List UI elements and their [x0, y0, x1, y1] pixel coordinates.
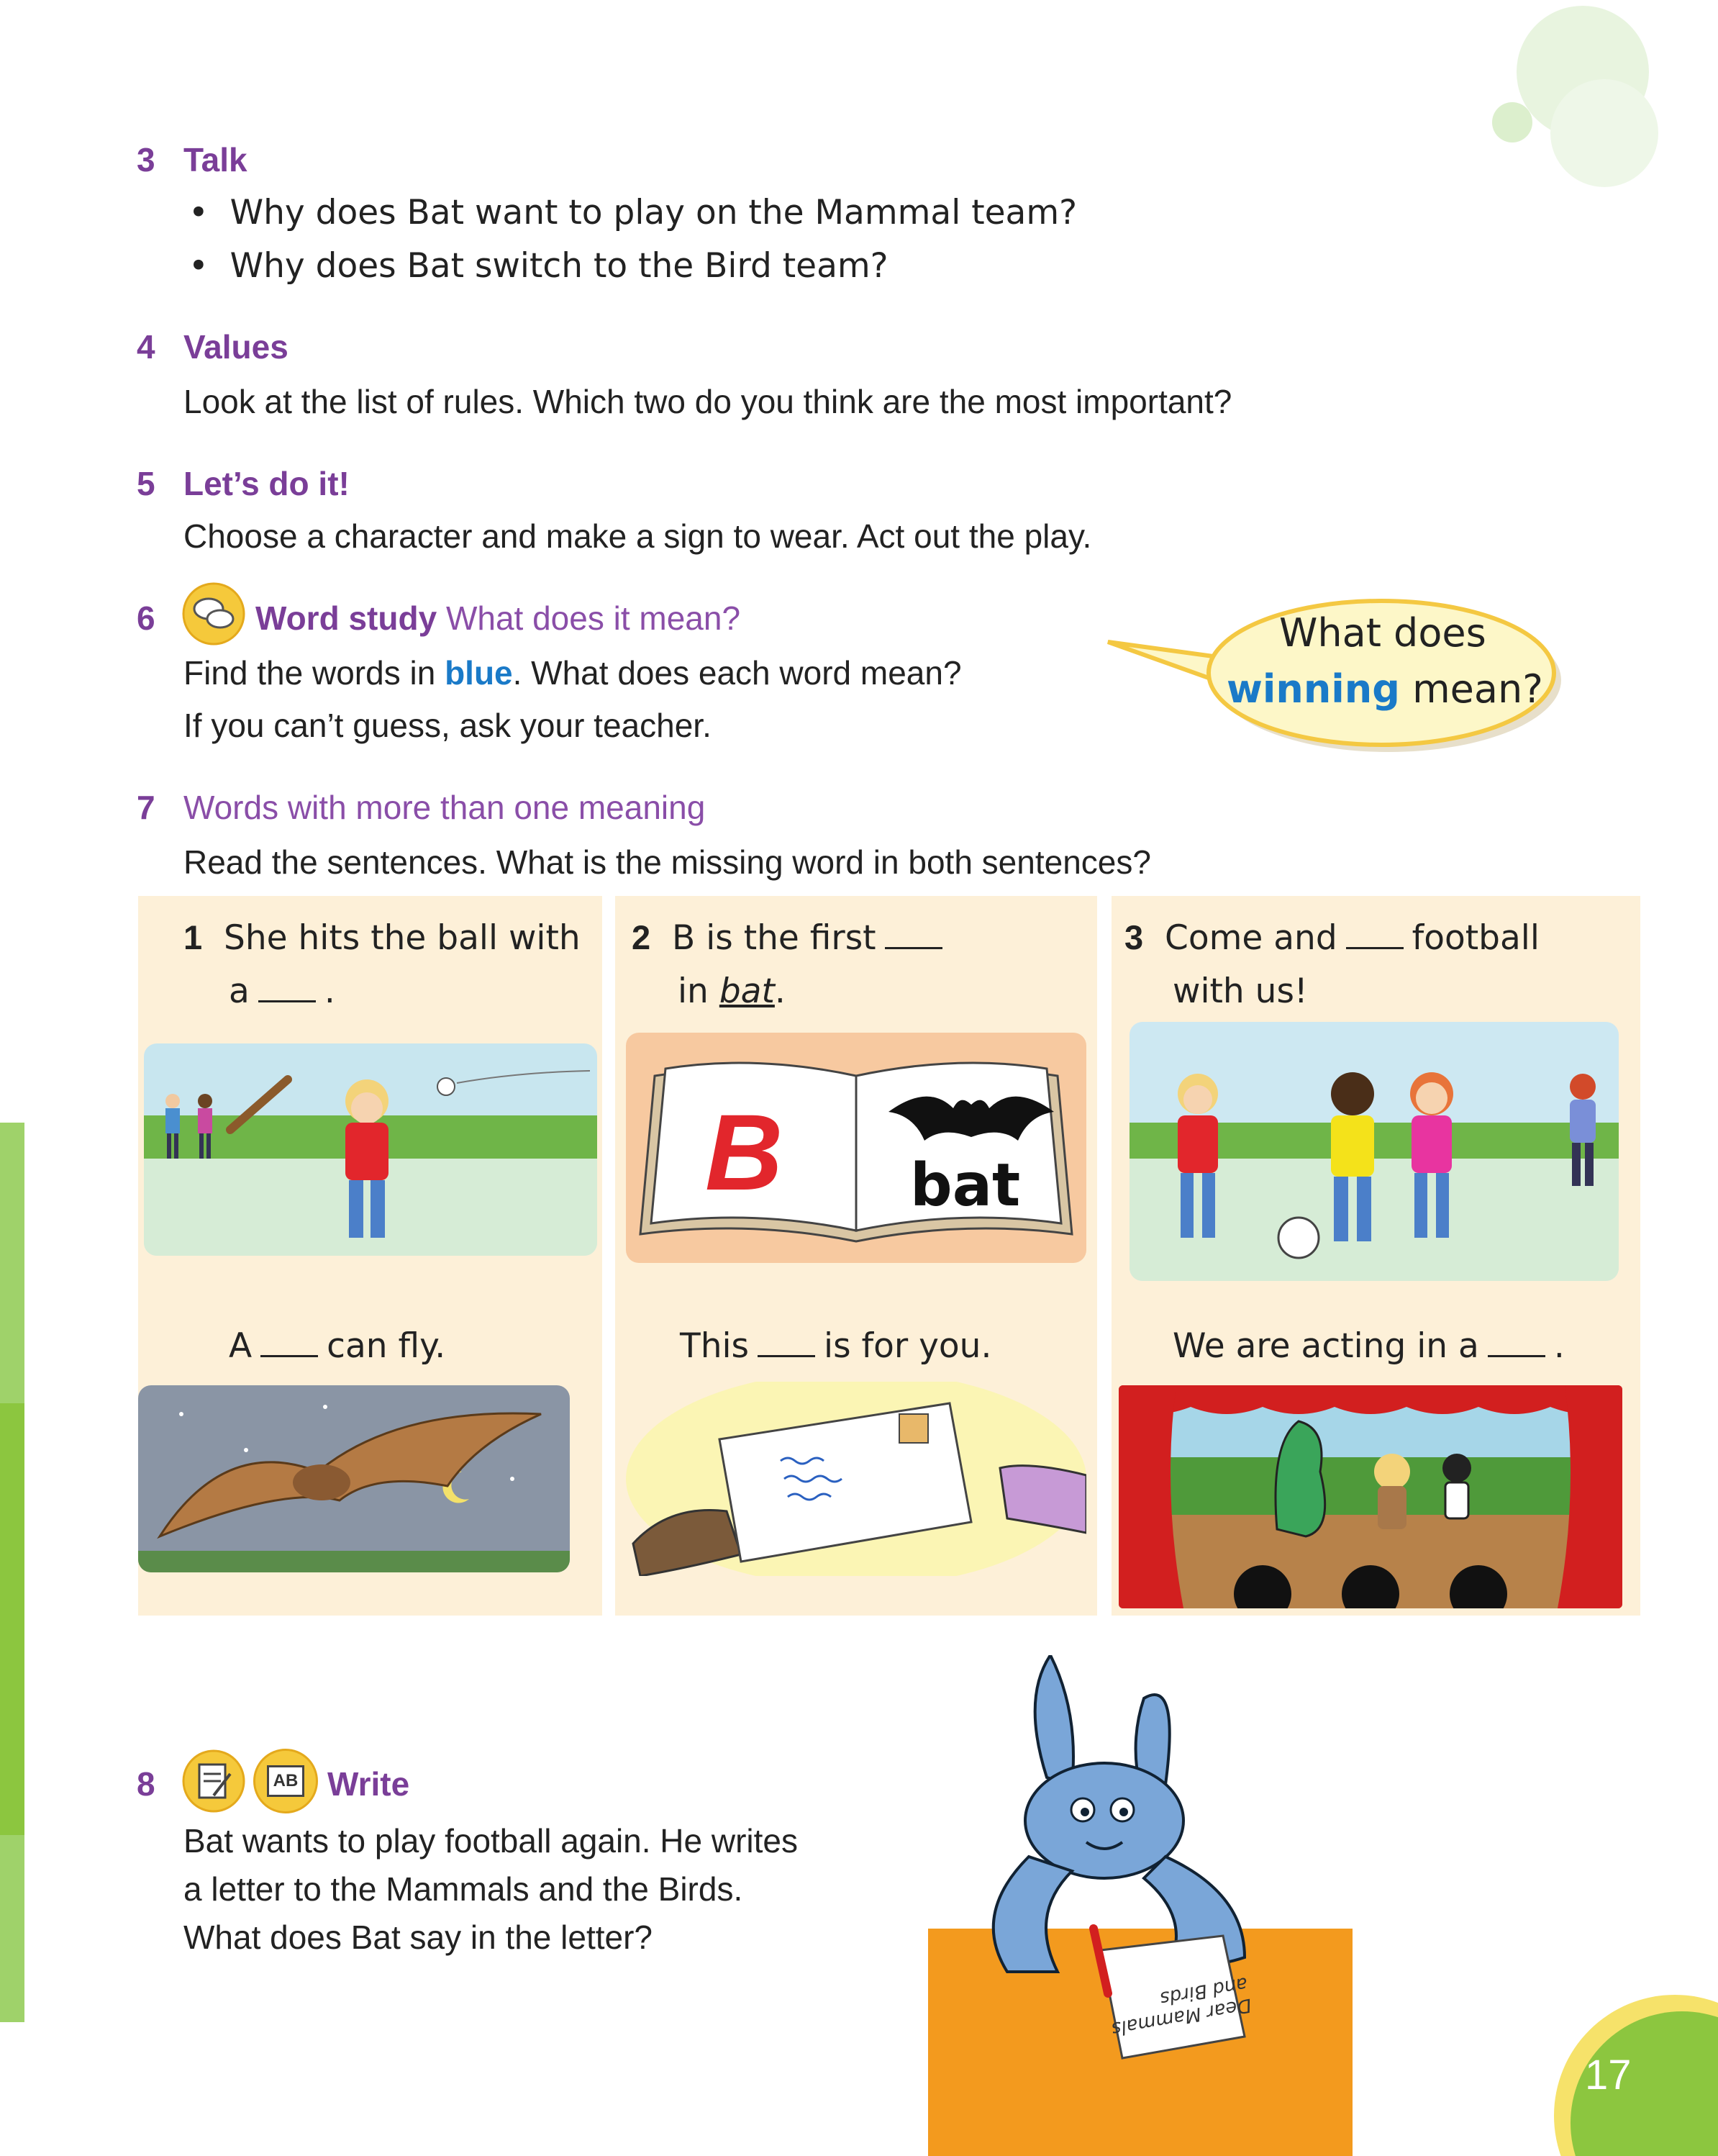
item-1-s1-a: She hits the ball with — [224, 918, 581, 958]
decorative-circles — [1475, 0, 1718, 201]
item-2-sentence-1b — [678, 971, 786, 1011]
q5-number: 5 — [137, 465, 155, 502]
activity-book-icon — [253, 1749, 318, 1813]
bat-silhouette-icon — [885, 1076, 1058, 1155]
item-2-sentence-1 — [632, 918, 951, 958]
q3-bullet-1: • Why does Bat want to play on the Mammal team? — [188, 193, 1078, 232]
speech-bubbles-icon — [181, 581, 246, 646]
q3-number: 3 — [137, 141, 155, 178]
football-children-picture — [1130, 1022, 1619, 1281]
q3-heading: Talk — [183, 141, 247, 178]
item-2-s2-post: is for you. — [824, 1326, 992, 1366]
bubble-line-2 — [1227, 666, 1543, 712]
q4-text: Look at the list of rules. Which two do you think are the most important? — [183, 383, 1232, 420]
blank — [758, 1348, 815, 1357]
q8-line-3: What does Bat say in the letter? — [183, 1919, 653, 1956]
q6-blue-word: blue — [445, 654, 513, 692]
q6-line-1-post: . What does each word mean? — [512, 654, 962, 692]
item-1-sentence-1b — [229, 971, 335, 1011]
item-1-sentence-1 — [183, 918, 581, 958]
page-number-badge — [1545, 1986, 1718, 2156]
item-3-sentence-1 — [1124, 918, 1540, 958]
item-2-s2-pre: This — [680, 1326, 750, 1366]
q8-heading: Write — [327, 1765, 410, 1803]
flying-bat-picture — [138, 1385, 570, 1572]
book-letter: B — [705, 1092, 783, 1213]
q3-bullet-2-text: Why does Bat switch to the Bird team? — [229, 246, 888, 286]
q6-heading-bold: Word study — [255, 599, 437, 637]
q6-heading-rest: What does it mean? — [445, 599, 741, 637]
q7-text: Read the sentences. What is the missing word in both sentences? — [183, 843, 1151, 881]
item-1-sentence-2 — [229, 1326, 445, 1366]
bubble-line-1: What does — [1279, 610, 1486, 656]
q5-heading: Let’s do it! — [183, 465, 350, 502]
left-margin-strip-dark — [0, 1403, 24, 1835]
blank — [258, 993, 316, 1002]
bat-writing-letter-picture — [928, 1655, 1353, 2156]
page-number: 17 — [1585, 2052, 1632, 2098]
q3-bullet-1-text: Why does Bat want to play on the Mammal team? — [229, 193, 1078, 232]
stage-play-picture — [1119, 1385, 1622, 1608]
q8-number: 8 — [137, 1765, 155, 1803]
bubble-rest: mean? — [1412, 666, 1543, 712]
item-1-s1-b-post: . — [324, 971, 335, 1011]
item-2-sentence-2 — [680, 1326, 991, 1366]
q4-number: 4 — [137, 328, 155, 366]
q5-text: Choose a character and make a sign to wear. Act out the play. — [183, 517, 1092, 555]
book-word: bat — [910, 1151, 1021, 1220]
blank — [885, 940, 942, 949]
item-1-number: 1 — [183, 918, 203, 956]
item-3-s1-a-post: football — [1412, 918, 1540, 958]
q6-line-1 — [183, 654, 962, 692]
q6-line-1-pre: Find the words in — [183, 654, 436, 692]
notebook-icon — [181, 1749, 246, 1813]
blank — [1488, 1348, 1545, 1357]
q6-heading — [255, 599, 740, 638]
baseball-girl-picture — [144, 1043, 597, 1256]
item-2-underlined-word: bat — [719, 971, 775, 1011]
q6-line-2: If you can’t guess, ask your teacher. — [183, 707, 712, 744]
q8-line-2: a letter to the Mammals and the Birds. — [183, 1870, 743, 1908]
item-3-sentence-1b: with us! — [1173, 971, 1308, 1011]
item-3-sentence-2 — [1173, 1326, 1565, 1366]
item-3-number: 3 — [1124, 918, 1144, 956]
item-2-s1-a: B is the first — [672, 918, 876, 958]
alphabet-book-picture — [626, 1033, 1086, 1263]
item-1-s2-post: can fly. — [327, 1326, 446, 1366]
q6-number: 6 — [137, 599, 155, 637]
item-3-s2-pre: We are acting in a — [1173, 1326, 1479, 1366]
q7-heading: Words with more than one meaning — [183, 789, 706, 826]
bat-letter-text: Dear Mammals and Birds — [1109, 1972, 1253, 2040]
item-1-s2-pre: A — [229, 1326, 253, 1366]
letter-envelope-picture — [626, 1382, 1086, 1576]
blank — [260, 1348, 318, 1357]
item-3-s2-post: . — [1553, 1326, 1565, 1366]
q7-number: 7 — [137, 789, 155, 826]
blank — [1346, 940, 1404, 949]
item-2-number: 2 — [632, 918, 651, 956]
item-1-s1-b-pre: a — [229, 971, 250, 1011]
bubble-blue-word: winning — [1227, 666, 1400, 712]
activity-book-label: AB — [267, 1765, 304, 1797]
q4-heading: Values — [183, 328, 288, 366]
q3-bullet-2: • Why does Bat switch to the Bird team? — [188, 246, 888, 286]
item-2-s1-b-pre: in — [678, 971, 709, 1011]
item-2-s1-b-post: . — [774, 971, 786, 1011]
item-3-s1-a-pre: Come and — [1165, 918, 1337, 958]
q8-line-1: Bat wants to play football again. He writes — [183, 1822, 799, 1860]
